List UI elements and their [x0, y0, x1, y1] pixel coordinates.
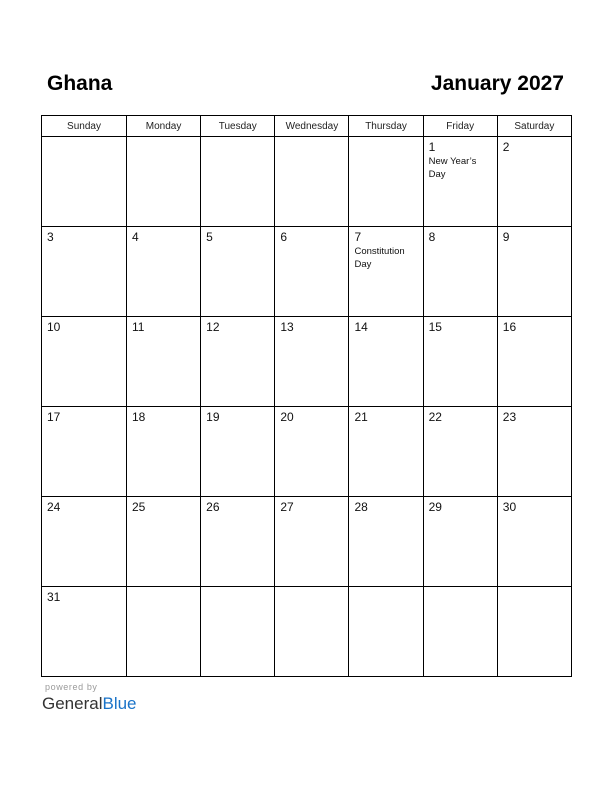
holiday-label: New Year’s Day [428, 156, 477, 180]
holiday-label [201, 590, 274, 591]
brand-logo[interactable] [42, 694, 137, 714]
holiday-label [201, 334, 274, 335]
holiday-label [498, 590, 571, 591]
day-number: 8 [428, 230, 436, 244]
day-cell [497, 497, 571, 587]
holiday-label [424, 424, 497, 425]
country-title: Ghana [47, 72, 113, 95]
day-number: 23 [502, 410, 517, 424]
holiday-label [201, 514, 274, 515]
day-cell [275, 587, 349, 677]
day-cell [497, 317, 571, 407]
day-number: 21 [354, 410, 368, 424]
weekday-thursday: Thursday [349, 116, 423, 137]
day-cell [497, 407, 571, 497]
day-cell [201, 407, 275, 497]
day-number: 19 [206, 410, 220, 424]
day-cell [349, 407, 423, 497]
day-cell [497, 587, 571, 677]
day-cell [42, 407, 127, 497]
day-cell [201, 497, 275, 587]
holiday-label [127, 424, 200, 425]
day-number: 30 [502, 500, 517, 514]
weekday-tuesday: Tuesday [201, 116, 275, 137]
holiday-label [498, 424, 571, 425]
brand-name-part1: General [42, 694, 103, 713]
holiday-label [127, 590, 200, 591]
holiday-label [424, 244, 497, 245]
holiday-label [498, 514, 571, 515]
day-number: 25 [132, 500, 146, 514]
week-row [42, 227, 572, 317]
day-number: 26 [206, 500, 220, 514]
day-cell [497, 137, 571, 227]
powered-by-text: powered by [45, 682, 98, 692]
footer-branding [42, 681, 137, 714]
day-number: 17 [47, 410, 61, 424]
holiday-label [201, 424, 274, 425]
day-number: 5 [206, 230, 213, 244]
day-number: 4 [132, 230, 139, 244]
holiday-label [127, 334, 200, 335]
day-number: 10 [47, 320, 61, 334]
day-number: 16 [502, 320, 517, 334]
day-cell [42, 587, 127, 677]
day-number: 15 [428, 320, 442, 334]
day-cell [201, 227, 275, 317]
holiday-label [349, 140, 422, 141]
day-number: 24 [47, 500, 61, 514]
day-cell [42, 137, 127, 227]
day-cell [423, 587, 497, 677]
day-cell [423, 137, 497, 227]
day-cell [423, 227, 497, 317]
day-cell [423, 407, 497, 497]
weekday-header-row [42, 116, 572, 137]
day-cell [127, 497, 201, 587]
holiday-label [498, 244, 571, 245]
day-number: 9 [502, 230, 510, 244]
day-cell [349, 137, 423, 227]
holiday-label [275, 244, 348, 245]
holiday-label [349, 334, 422, 335]
holiday-label [42, 244, 126, 245]
week-row [42, 407, 572, 497]
day-cell [127, 587, 201, 677]
holiday-label [424, 590, 497, 591]
holiday-label [42, 604, 126, 605]
day-cell [127, 317, 201, 407]
weekday-sunday: Sunday [42, 116, 127, 137]
holiday-label [127, 514, 200, 515]
day-number: 2 [502, 140, 510, 154]
day-number: 18 [132, 410, 146, 424]
day-cell [423, 317, 497, 407]
week-row [42, 137, 572, 227]
day-cell [42, 317, 127, 407]
brand-name-part2: Blue [102, 694, 137, 713]
day-number: 3 [47, 230, 54, 244]
day-cell [497, 227, 571, 317]
holiday-label [127, 244, 200, 245]
calendar-grid [41, 115, 572, 677]
month-title: January 2027 [430, 72, 564, 95]
holiday-label [349, 514, 422, 515]
day-cell [201, 587, 275, 677]
day-cell [127, 227, 201, 317]
holiday-label [42, 334, 126, 335]
holiday-label [127, 140, 200, 141]
weekday-monday: Monday [127, 116, 201, 137]
holiday-label [42, 140, 126, 141]
day-cell [127, 137, 201, 227]
holiday-label [275, 334, 348, 335]
day-cell [42, 227, 127, 317]
holiday-label [424, 334, 497, 335]
holiday-label [201, 244, 274, 245]
day-number: 12 [206, 320, 220, 334]
weekday-saturday: Saturday [497, 116, 571, 137]
holiday-label [275, 140, 348, 141]
holiday-label [498, 154, 571, 155]
day-number: 6 [280, 230, 287, 244]
week-row [42, 317, 572, 407]
holiday-label [349, 424, 422, 425]
holiday-label [42, 514, 126, 515]
day-number: 1 [428, 140, 436, 154]
day-number: 20 [280, 410, 294, 424]
day-cell [349, 497, 423, 587]
week-row [42, 497, 572, 587]
holiday-label: Constitution Day [354, 246, 405, 270]
holiday-label [201, 140, 274, 141]
day-cell [275, 497, 349, 587]
day-number: 11 [132, 320, 145, 334]
day-cell [42, 497, 127, 587]
day-cell [275, 317, 349, 407]
day-number: 28 [354, 500, 368, 514]
day-cell [275, 407, 349, 497]
week-row [42, 587, 572, 677]
day-number: 31 [47, 590, 61, 604]
weekday-wednesday: Wednesday [275, 116, 349, 137]
day-cell [349, 317, 423, 407]
day-cell [275, 227, 349, 317]
holiday-label [42, 424, 126, 425]
day-cell [349, 587, 423, 677]
day-number: 14 [354, 320, 368, 334]
day-cell [423, 497, 497, 587]
day-cell [349, 227, 423, 317]
holiday-label [275, 590, 348, 591]
day-cell [201, 317, 275, 407]
day-cell [127, 407, 201, 497]
holiday-label [275, 514, 348, 515]
day-cell [275, 137, 349, 227]
holiday-label [498, 334, 571, 335]
holiday-label [349, 590, 422, 591]
weekday-friday: Friday [423, 116, 497, 137]
day-number: 27 [280, 500, 294, 514]
holiday-label [275, 424, 348, 425]
day-cell [201, 137, 275, 227]
day-number: 22 [428, 410, 442, 424]
day-number: 13 [280, 320, 294, 334]
holiday-label [424, 514, 497, 515]
day-number: 29 [428, 500, 442, 514]
day-number: 7 [354, 230, 362, 244]
